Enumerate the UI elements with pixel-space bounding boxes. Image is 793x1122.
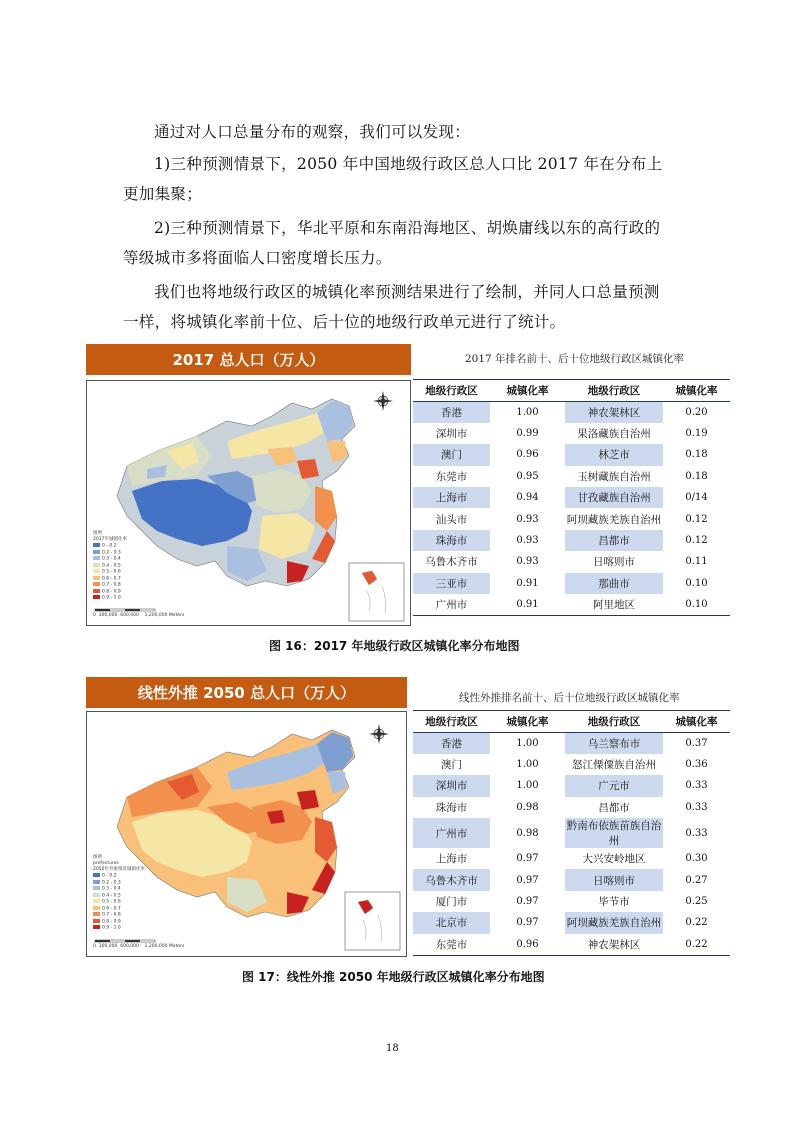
table-row <box>413 530 730 551</box>
page-number: 18 <box>386 1043 399 1054</box>
figure17-table-title: 线性外推排名前十、后十位地级行政区城镇化率 <box>459 692 680 704</box>
urbanization-rate-cell: 0.93 <box>516 535 539 547</box>
table-row <box>413 423 730 444</box>
table-row <box>413 934 730 955</box>
table-row <box>413 733 730 754</box>
urbanization-rate-cell: 0.96 <box>516 449 539 461</box>
table-row <box>413 487 730 508</box>
urbanization-rate-cell: 0.98 <box>516 801 539 813</box>
urbanization-rate-cell: 0.10 <box>685 577 708 589</box>
region-name-cell: 黔南布依族苗族自治州 <box>566 820 662 848</box>
region-name-cell: 东莞市 <box>413 934 490 955</box>
table-row <box>413 444 730 465</box>
urbanization-rate-cell: 0.33 <box>685 780 708 792</box>
table-row <box>413 551 730 572</box>
table-row <box>413 775 730 796</box>
north-arrow-icon <box>373 391 393 411</box>
region-name-cell: 乌鲁木齐市 <box>425 556 478 569</box>
urbanization-rate-cell: 0.93 <box>516 556 539 568</box>
table-row <box>413 869 730 890</box>
urbanization-rate-cell: 0/14 <box>685 492 708 504</box>
table-header-row: 地级行政区 城镇化率 地级行政区 城镇化率 <box>413 711 730 733</box>
urbanization-rate-cell: 0.95 <box>516 470 539 482</box>
region-name-cell: 玉树藏族自治州 <box>577 470 651 483</box>
region-name-cell: 香港 <box>413 402 490 423</box>
urbanization-rate-cell: 0.94 <box>516 492 539 504</box>
urbanization-rate-cell: 1.00 <box>516 780 539 792</box>
figure16-legend: 图例 2017年城镇化率 0 - 0.2 0.2 - 0.3 0.3 - 0.4 0.4 - 0.5 0.5 - 0.6 0.6 - 0.7 0.7 - 0.8 0.8 - 0.9 0.9 - 1.0 <box>93 531 127 601</box>
region-name-cell: 珠海市 <box>435 801 468 814</box>
urbanization-rate-cell: 0.12 <box>685 513 708 525</box>
urbanization-rate-cell: 0.37 <box>685 737 708 749</box>
figure17-legend: 图例 prefectures 2050年外推情景城镇化率 0 - 0.2 0.2 - 0.3 0.3 - 0.4 0.4 - 0.5 0.5 - 0.6 0.6 - 0.7 0.7 - 0.8 0.8 - 0.9 0.9 - 1.0 <box>93 855 145 931</box>
urbanization-rate-cell: 0.99 <box>516 428 539 440</box>
region-name-cell: 三亚市 <box>413 573 490 594</box>
region-name-cell: 广元市 <box>565 775 663 796</box>
urbanization-rate-cell: 0.18 <box>685 449 708 461</box>
urbanization-rate-cell: 1.00 <box>516 737 539 749</box>
paragraph-urbanization: 我们也将地级行政区的城镇化率预测结果进行了绘制，并同人口总量预测一样，将城镇化率前十位、后十位的地级行政单元进行了统计。 <box>123 283 660 331</box>
urbanization-rate-cell: 0.22 <box>685 917 708 929</box>
region-name-cell: 珠海市 <box>413 530 490 551</box>
urbanization-rate-cell: 0.30 <box>685 853 708 865</box>
region-name-cell: 果洛藏族自治州 <box>577 428 651 441</box>
region-name-cell: 广州市 <box>413 594 490 615</box>
urbanization-rate-cell: 0.19 <box>685 428 708 440</box>
table-row <box>413 594 730 615</box>
urbanization-rate-cell: 0.98 <box>516 827 539 839</box>
urbanization-rate-cell: 0.33 <box>685 827 708 839</box>
figure16-ranking-table <box>413 379 730 616</box>
figure17-scale-labels: 0 300,000 600,000 1,200,000 Meters <box>93 944 185 949</box>
paragraph-intro: 通过对人口总量分布的观察，我们可以发现： <box>154 123 471 141</box>
table-row <box>413 573 730 594</box>
table-header-row: 地级行政区 城镇化率 地级行政区 城镇化率 <box>413 380 730 402</box>
urbanization-rate-cell: 0.33 <box>685 801 708 813</box>
figure16-map <box>86 380 411 626</box>
region-name-cell: 那曲市 <box>565 573 663 594</box>
urbanization-rate-cell: 0.91 <box>490 594 565 615</box>
paragraph-finding-1: 1)三种预测情景下，2050 年中国地级行政区总人口比 2017 年在分布上更加集聚； <box>123 155 663 203</box>
figure17-ranking-table <box>413 710 730 956</box>
table-row <box>413 754 730 775</box>
region-name-cell: 深圳市 <box>413 775 490 796</box>
region-name-cell: 阿坝藏族羌族自治州 <box>566 513 662 526</box>
table-row <box>413 912 730 933</box>
urbanization-rate-cell: 0.18 <box>685 470 708 482</box>
region-name-cell: 北京市 <box>413 912 490 933</box>
region-name-cell: 毕节市 <box>598 896 630 909</box>
region-name-cell: 东莞市 <box>435 470 468 483</box>
region-name-cell: 甘孜藏族自治州 <box>565 487 663 508</box>
figure16-table-title: 2017 年排名前十、后十位地级行政区城镇化率 <box>465 353 685 365</box>
region-name-cell: 昌都市 <box>565 530 663 551</box>
urbanization-rate-cell: 0.25 <box>685 896 708 908</box>
urbanization-rate-cell: 0.97 <box>516 917 539 929</box>
figure16-banner: 2017 总人口（万人） <box>86 344 411 375</box>
urbanization-rate-cell: 1.00 <box>516 406 539 418</box>
region-name-cell: 澳门 <box>413 444 490 465</box>
region-name-cell: 乌兰察布市 <box>565 733 663 754</box>
region-name-cell: 上海市 <box>435 853 468 866</box>
table-row <box>413 848 730 869</box>
table-row <box>413 818 730 848</box>
region-name-cell: 澳门 <box>441 759 462 772</box>
figure16-scale-labels: 0 300,000 600,000 1,200,000 Meters <box>93 613 185 618</box>
urbanization-rate-cell: 0.11 <box>685 556 708 568</box>
urbanization-rate-cell: 0.27 <box>685 874 708 886</box>
region-name-cell: 上海市 <box>413 487 490 508</box>
urbanization-rate-cell: 0.10 <box>663 594 730 615</box>
region-name-cell: 乌鲁木齐市 <box>413 869 490 890</box>
table-row <box>413 891 730 912</box>
urbanization-rate-cell: 0.36 <box>685 759 708 771</box>
urbanization-rate-cell: 0.22 <box>663 934 730 955</box>
urbanization-rate-cell: 1.00 <box>516 759 539 771</box>
region-name-cell: 林芝市 <box>565 444 663 465</box>
region-name-cell: 深圳市 <box>435 428 468 441</box>
region-name-cell: 阿里地区 <box>565 594 663 615</box>
urbanization-rate-cell: 0.91 <box>516 577 539 589</box>
region-name-cell: 昌都市 <box>598 801 630 814</box>
region-name-cell: 阿坝藏族羌族自治州 <box>565 912 663 933</box>
region-name-cell: 日喀则市 <box>565 869 663 890</box>
region-name-cell: 广州市 <box>413 818 490 848</box>
urbanization-rate-cell: 0.97 <box>516 874 539 886</box>
urbanization-rate-cell: 0.96 <box>490 934 565 955</box>
urbanization-rate-cell: 0.93 <box>516 513 539 525</box>
urbanization-rate-cell: 0.20 <box>685 406 708 418</box>
table-row <box>413 402 730 423</box>
paragraph-finding-2: 2)三种预测情景下，华北平原和东南沿海地区、胡焕庸线以东的高行政的等级城市多将面临人口密度增长压力。 <box>123 219 661 267</box>
region-name-cell: 神农架林区 <box>565 934 663 955</box>
table-row <box>413 797 730 818</box>
region-name-cell: 日喀则市 <box>593 556 635 569</box>
region-name-cell: 厦门市 <box>435 896 468 909</box>
region-name-cell: 神农架林区 <box>565 402 663 423</box>
table-row <box>413 466 730 487</box>
figure17-caption: 图 17：线性外推 2050 年地级行政区城镇化率分布地图 <box>242 970 545 984</box>
urbanization-rate-cell: 0.97 <box>516 896 539 908</box>
urbanization-rate-cell: 0.12 <box>685 535 708 547</box>
figure16-caption: 图 16：2017 年地级行政区城镇化率分布地图 <box>269 639 520 653</box>
region-name-cell: 汕头市 <box>435 513 468 526</box>
region-name-cell: 怒江傈僳族自治州 <box>572 759 656 772</box>
table-row <box>413 508 730 529</box>
north-arrow-icon <box>369 724 389 744</box>
region-name-cell: 大兴安岭地区 <box>582 853 646 866</box>
figure17-map <box>86 711 407 957</box>
region-name-cell: 香港 <box>413 733 490 754</box>
urbanization-rate-cell: 0.97 <box>516 853 539 865</box>
figure17-banner: 线性外推 2050 总人口（万人） <box>86 677 407 708</box>
